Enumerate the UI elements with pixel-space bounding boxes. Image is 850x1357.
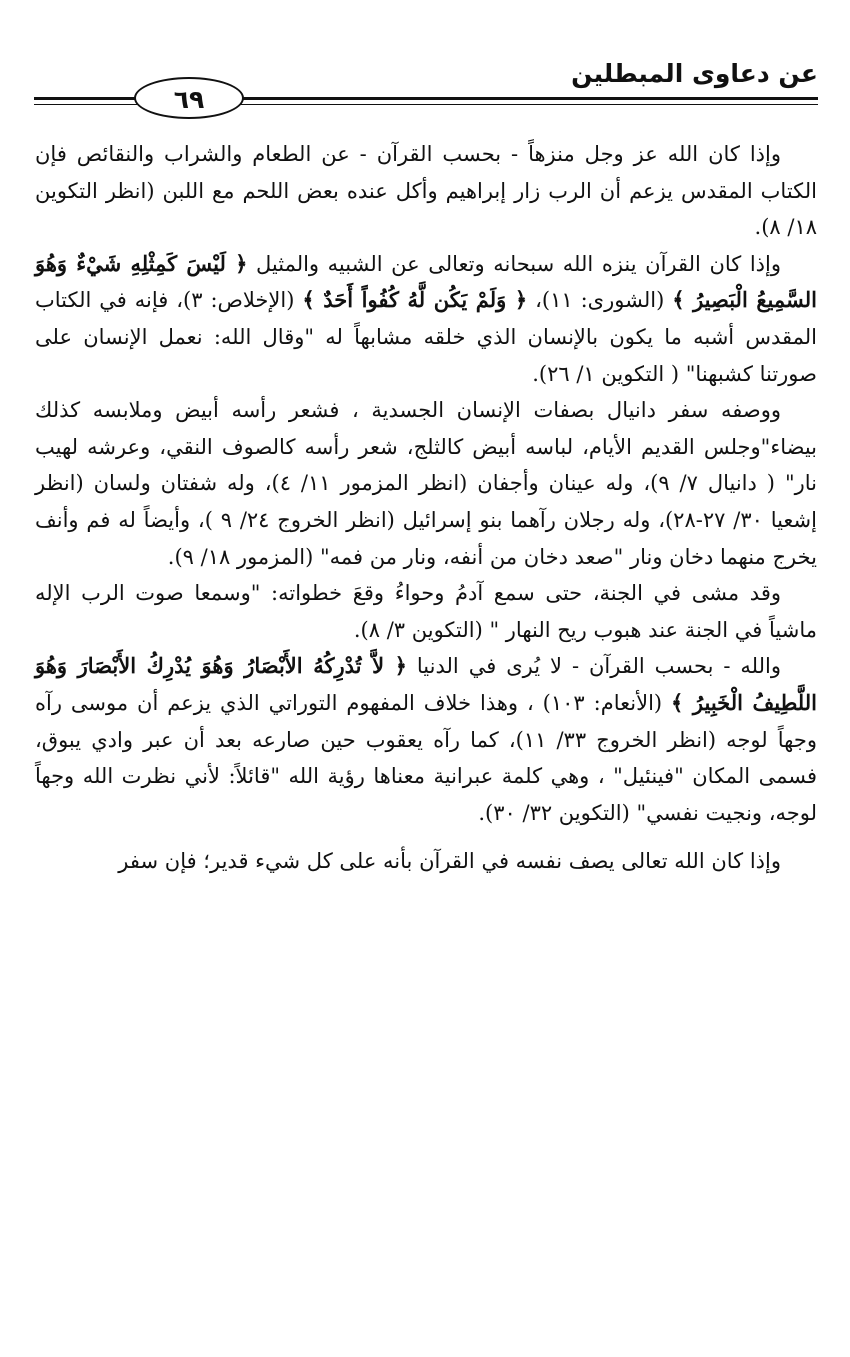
paragraph-vision	[35, 648, 817, 831]
quran-verse-ikhlas: ﴿ وَلَمْ يَكُن لَّهُ كُفُواً أَحَدٌ ﴾	[302, 287, 528, 313]
paragraph-likeness	[35, 246, 817, 392]
page-header	[34, 55, 818, 125]
quran-verse-shura: ﴿ لَيْسَ كَمِثْلِهِ شَيْءٌ وَهُوَ السَّمِيعُ الْبَصِيرُ ﴾	[35, 250, 817, 313]
likeness-continuation: (الإخلاص: ٣)، فإنه في الكتاب المقدس أشبه ما يكون بالإنسان الذي خلقه مشابهاً له "وقال الله: نعمل الإنسان على صورتنا كشبهنا" ( التكوين ١/ ٢٦).	[35, 288, 817, 386]
paragraph-food: وإذا كان الله عز وجل منزهاً - بحسب القرآن - عن الطعام والشراب والنقائص فإن الكتاب المقدس يزعم أن الرب زار إبراهيم وأكل عنده بعض اللحم مع اللبن (انظر التكوين ١٨/ ٨).	[35, 142, 817, 240]
page-number: ٦٩	[134, 77, 244, 119]
paragraph-omnipotence: وإذا كان الله تعالى يصف نفسه في القرآن بأنه على كل شيء قدير؛ فإن سفر	[118, 849, 781, 874]
paragraph-garden: وقد مشى في الجنة، حتى سمع آدمُ وحواءُ وقعَ خطواته: "وسمعا صوت الرب الإله ماشياً في الجنة عند هبوب ريح النهار " (التكوين ٣/ ٨).	[35, 581, 817, 642]
quran-verse-anam: ﴿ لاَّ تُدْرِكُهُ الأَبْصَارُ وَهُوَ يُدْرِكُ الأَبْصَارَ وَهُوَ اللَّطِيفُ الْخَبِيرُ ﴾	[35, 653, 817, 715]
paragraph-daniel: ووصفه سفر دانيال بصفات الإنسان الجسدية ، فشعر رأسه أبيض وملابسه كذلك بيضاء"وجلس القديم الأيام، لباسه أبيض كالثلج، شعر رأسه كالصوف النقي، وعرشه لهيب نار" ( دانيال ٧/ ٩)، وله عينان وأجفان (انظر المزمور ١١/ ٤)، وله شفتان ولسان (انظر إشعيا ٣٠/ ٢٧-٢٨)، وله رجلان رآهما بنو إسرائيل (انظر الخروج ٢٤/ ٩ )، وأيضاً له فم وأنف يخرج منهما دخان ونار "صعد دخان من أنفه، ونار من فمه" (المزمور ١٨/ ٩).	[35, 398, 817, 569]
vision-intro: والله - بحسب القرآن - لا يُرى في الدنيا	[406, 654, 782, 679]
body-text	[35, 136, 817, 880]
likeness-intro: وإذا كان القرآن ينزه الله سبحانه وتعالى عن الشبيه والمثيل	[247, 251, 782, 276]
paragraph-gap	[35, 831, 817, 843]
vision-continuation: (الأنعام: ١٠٣) ، وهذا خلاف المفهوم التوراتي الذي يزعم أن موسى رآه وجهاً لوجه (انظر الخروج ٣٣/ ١١)، كما رآه يعقوب حين صارعه بعد أن عبر وادي يبوق، فسمى المكان "فينئيل" ، وهي كلمة عبرانية معناها رؤية الله "قائلاً: لأني نظرت الله وجهاً لوجه، ونجيت نفسي" (التكوين ٣٢/ ٣٠).	[35, 690, 817, 825]
running-title: عن دعاوى المبطلين	[571, 59, 818, 88]
shura-reference: (الشورى: ١١)،	[527, 288, 673, 313]
